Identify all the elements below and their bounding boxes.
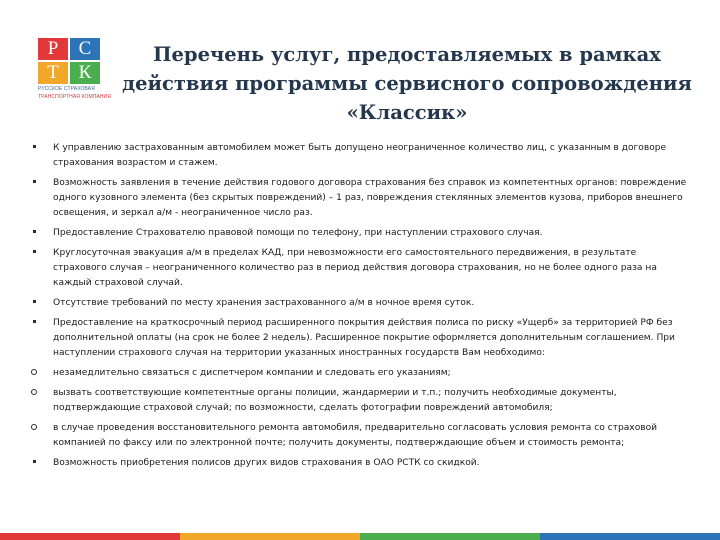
footer-color-segment bbox=[540, 533, 720, 540]
logo-letter-k: К bbox=[70, 62, 100, 84]
list-item-text: вызвать соответствующие компетентные органы полиции, жандармерии и т.п.; получить необходимые документы, подтверждающие страховой случай; по возможности, сделать фотографии повреждений автомобиля; bbox=[53, 388, 617, 413]
company-logo bbox=[38, 38, 111, 100]
list-item bbox=[28, 386, 692, 416]
list-item bbox=[28, 296, 692, 311]
list-item-text: Возможность заявления в течение действия годового договора страхования без справок из компетентных органов: повреждение одного кузовного элемента (без скрытых повреждений) – 1 раз, повреждения стеклянных элементов кузова, приборов внешнего освещения, и зеркал а/м - неограниченное число раз. bbox=[53, 178, 687, 218]
footer-color-segment bbox=[360, 533, 540, 540]
list-item-text: незамедлительно связаться с диспетчером компании и следовать его указаниям; bbox=[53, 368, 451, 378]
list-item bbox=[28, 246, 692, 291]
list-item-text: в случае проведения восстановительного ремонта автомобиля, предварительно согласовать условия ремонта со страховой компанией по факсу или по электронной почте; получить документы, подтверждающие объем и стоимость ремонта; bbox=[53, 423, 658, 448]
list-item bbox=[28, 176, 692, 221]
logo-caption-line1: РУССКОЕ СТРАХОВАЯ bbox=[38, 86, 95, 92]
list-item-text: Круглосуточная эвакуация а/м в пределах КАД, при невозможности его самостоятельного передвижения, в результате страхового случая – неограниченного количество раз в период действия договора страхования, но не более одного раза на каждый страховой случай. bbox=[53, 248, 657, 288]
logo-caption-line2: ТРАНСПОРТНАЯ КОМПАНИЯ bbox=[38, 94, 111, 100]
list-item-text: К управлению застрахованным автомобилем может быть допущено неограниченное количество лиц, с указанным в договоре страхования возрастом и стажем. bbox=[53, 143, 667, 168]
square-bullet-icon bbox=[28, 141, 40, 156]
list-item-text: Предоставление Страхователю правовой помощи по телефону, при наступлении страхового случая. bbox=[53, 228, 543, 238]
logo-letter-t: Т bbox=[38, 62, 68, 84]
circle-bullet-icon bbox=[28, 421, 40, 436]
list-item-text: Отсутствие требований по месту хранения застрахованного а/м в ночное время суток. bbox=[53, 298, 475, 308]
square-bullet-icon bbox=[28, 296, 40, 311]
circle-bullet-icon bbox=[28, 386, 40, 401]
footer-color-segment bbox=[180, 533, 360, 540]
list-item bbox=[28, 316, 692, 361]
square-bullet-icon bbox=[28, 176, 40, 191]
square-bullet-icon bbox=[28, 246, 40, 261]
circle-bullet-icon bbox=[28, 366, 40, 381]
logo-letter-s: С bbox=[70, 38, 100, 60]
list-item bbox=[28, 141, 692, 171]
list-item-text: Предоставление на краткосрочный период расширенного покрытия действия полиса по риску «Ущерб» за территорией РФ без дополнительной оплаты (на срок не более 2 недель). Расширенное покрытие оформляется дополнительным соглашением. При наступлении страхового случая на территории указанных иностранных государств Вам необходимо: bbox=[53, 318, 675, 358]
square-bullet-icon bbox=[28, 316, 40, 331]
footer-color-bar bbox=[0, 533, 720, 540]
list-item bbox=[28, 366, 692, 381]
logo-letter-r: Р bbox=[38, 38, 68, 60]
page-title: Перечень услуг, предоставляемых в рамках действия программы сервисного сопровождения «Классик» bbox=[122, 43, 692, 124]
list-item bbox=[28, 456, 692, 471]
list-item bbox=[28, 226, 692, 241]
logo-letter-grid bbox=[38, 38, 102, 84]
square-bullet-icon bbox=[28, 226, 40, 241]
square-bullet-icon bbox=[28, 456, 40, 471]
list-item-text: Возможность приобретения полисов других видов страхования в ОАО РСТК со скидкой. bbox=[53, 458, 480, 468]
footer-color-segment bbox=[0, 533, 180, 540]
services-list bbox=[28, 141, 692, 476]
list-item bbox=[28, 421, 692, 451]
